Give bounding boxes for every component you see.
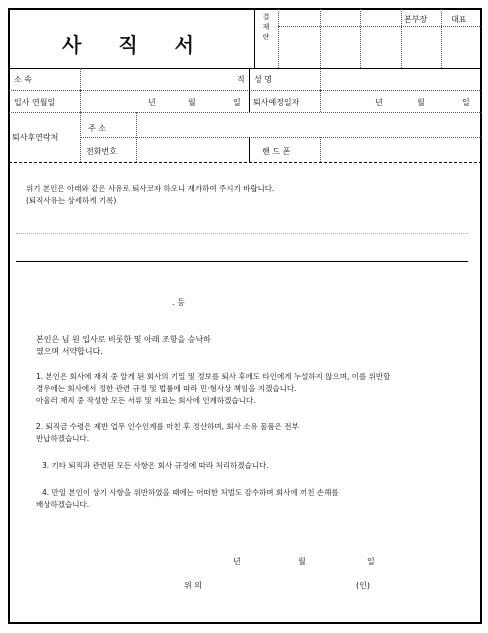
title-char: 직 — [118, 33, 138, 57]
pledge-clause-3: 3. 기타 퇴직과 관련된 모든 사항은 회사 규정에 따라 처리하겠습니다. — [42, 461, 269, 470]
dept-label: 소 속 — [14, 75, 32, 84]
hire-month[interactable]: 월 — [188, 98, 196, 107]
pledge-clause-2b: 반납하겠습니다. — [36, 434, 90, 443]
reason-line-1: 위기 본인은 아래와 같은 사유로 퇴사코자 하오니 재가하여 주시기 바랍니다. — [26, 184, 275, 193]
pledge-intro-1: 본인은 님 원 입사로 비롯한 및 아래 조항을 승낙하 — [36, 335, 211, 344]
sign-name-field[interactable] — [230, 578, 350, 592]
approval-head-director: 본부장 — [404, 15, 428, 24]
name-label: 성 명 — [254, 75, 272, 84]
hire-day[interactable]: 일 — [233, 98, 241, 107]
resign-date-label: 퇴사예정일자 — [253, 98, 300, 107]
sign-year[interactable]: 년 — [233, 557, 241, 566]
title-char: 서 — [174, 33, 194, 57]
resign-month[interactable]: 월 — [417, 98, 425, 107]
name-field[interactable] — [322, 70, 480, 88]
hire-date-label: 입사 연월일 — [14, 98, 56, 107]
reason-line-2: (퇴직사유는 상세하게 기록) — [26, 196, 117, 205]
pledge-clause-1: 1. 본인은 회사에 재직 중 알게 된 회사의 기밀 및 정보를 퇴사 후에도 타인에게 누설하지 않으며, 이를 위반할 — [36, 372, 391, 381]
sign-name-label: 위 의 — [184, 581, 202, 590]
approval-vertical-label: 결 재 란 — [262, 13, 270, 41]
resign-day[interactable]: 일 — [462, 98, 470, 107]
phone-field[interactable] — [138, 139, 248, 160]
pledge-clause-4b: 배상하겠습니다. — [36, 500, 90, 509]
pledge-clause-1c: 아울러 재직 중 작성한 모든 서류 및 자료는 회사에 인계하겠습니다. — [36, 396, 256, 405]
title-char: 사 — [62, 33, 82, 57]
pledge-clause-1b: 경우에는 회사에서 정한 관련 규정 및 법률에 따라 민·형사상 책임을 지겠습니다. — [36, 384, 297, 393]
address-field[interactable] — [138, 114, 480, 134]
rank-label: 직 — [237, 75, 245, 84]
sign-day[interactable]: 일 — [367, 557, 375, 566]
form-title — [62, 29, 231, 58]
mobile-label: 핸 드 폰 — [262, 147, 291, 156]
phone-label: 전화번호 — [86, 147, 117, 156]
sign-month[interactable]: 월 — [298, 557, 306, 566]
contact-label: 퇴사후연락처 — [12, 133, 59, 142]
address-label: 주 소 — [88, 124, 106, 133]
dept-field[interactable] — [82, 70, 252, 88]
approval-head-ceo: 대표 — [451, 15, 467, 24]
hire-year[interactable]: 년 — [148, 98, 156, 107]
pledge-to-line: . 등 — [172, 298, 185, 307]
seal-mark[interactable]: (인) — [356, 581, 370, 590]
resign-year[interactable]: 년 — [375, 98, 383, 107]
pledge-clause-2: 2. 퇴직금 수령은 제반 업무 인수인계를 마친 후 정산하며, 회사 소유 물품은 전부 — [36, 422, 299, 431]
mobile-field[interactable] — [322, 139, 480, 160]
pledge-intro-2: 였으며 서약합니다. — [36, 347, 103, 356]
pledge-clause-4: 4. 만일 본인이 상기 사항을 위반하였을 때에는 어떠한 처벌도 감수하며 회사에 끼친 손해를 — [42, 488, 339, 497]
